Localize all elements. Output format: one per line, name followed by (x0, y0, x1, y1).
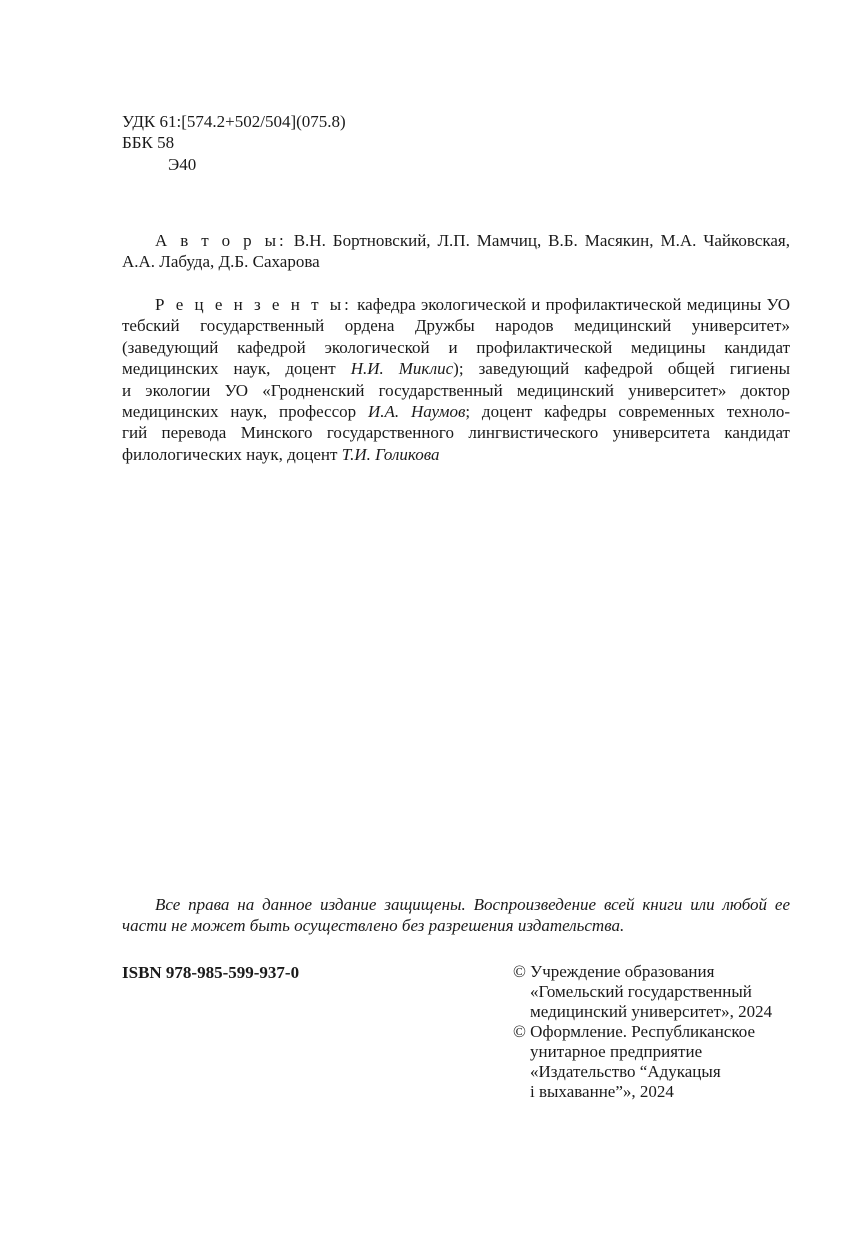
reviewers-label: Р е ц е н з е н т ы: (155, 295, 352, 314)
copyright-text: Учреждение образования (530, 962, 715, 981)
rights-line: части не может быть осуществлено без разрешения издательства. (122, 916, 625, 936)
copyright-icon: © (513, 962, 526, 981)
copyright-icon: © (513, 1022, 526, 1041)
reviewers-text: и экологии УО «Гродненский государственный медицинский университет» доктор (122, 380, 790, 400)
copyright-text: і выхаванне”», 2024 (530, 1082, 674, 1101)
isbn: ISBN 978-985-599-937-0 (122, 963, 300, 982)
rights-notice (122, 894, 790, 937)
authors-line: А.А. Лабуда, Д.Б. Сахарова (122, 252, 320, 272)
copyright-line (513, 1062, 803, 1082)
reviewers-line (122, 315, 790, 336)
copyright-line (513, 1022, 803, 1042)
reviewers-text: филологических наук, доцент (122, 444, 342, 464)
reviewer-name: И.А. Наумов (367, 401, 466, 421)
reviewers-line (122, 358, 790, 379)
authors-paragraph (122, 230, 790, 273)
reviewers-line (122, 422, 790, 443)
classification-codes (122, 111, 790, 175)
copyright-line (513, 1002, 803, 1022)
reviewer-name: Н.И. Миклис (350, 359, 454, 379)
reviewers-text: гий перевода Минского государственного лингвистического университета кандидат (122, 423, 790, 443)
reviewers-text: ); заведующий кафедрой общей гигиены (453, 359, 790, 379)
reviewers-text: медицинских наук, доцент (122, 359, 351, 379)
bbk-code: ББК 58 (122, 133, 175, 153)
reviewers-text: медицинских наук, профессор (122, 401, 368, 421)
reviewers-text: тебский государственный ордена Дружбы народов медицинский университет» (122, 316, 790, 336)
copyright-text: унитарное предприятие (530, 1042, 703, 1061)
copyright-line (513, 962, 803, 982)
reviewers-text: ; доцент кафедры современных техноло- (465, 401, 790, 421)
authors-line (122, 230, 790, 251)
reviewers-paragraph (122, 294, 790, 465)
reviewers-line (122, 380, 790, 401)
copyright-text: медицинский университет», 2024 (530, 1002, 773, 1021)
author-mark: Э40 (168, 154, 197, 174)
copyright-block (513, 962, 803, 1102)
reviewer-name: Т.И. Голикова (341, 444, 440, 464)
copyright-text: Оформление. Республиканское (530, 1022, 755, 1041)
reviewers-line (122, 337, 790, 358)
udk-code: УДК 61:[574.2+502/504](075.8) (122, 112, 346, 131)
rights-line: Все права на данное издание защищены. Воспроизведение всей книги или любой ее (155, 895, 790, 914)
authors-names: В.Н. Бортновский, Л.П. Мамчиц, В.Б. Масякин, М.А. Чайковская, (293, 231, 790, 250)
copyright-text: «Гомельский государственный (530, 982, 752, 1001)
reviewers-line (122, 444, 790, 465)
reviewers-text: кафедра экологической и профилактической медицины УО (357, 295, 790, 314)
authors-label: А в т о р ы: (155, 231, 287, 250)
reviewers-line (122, 401, 790, 422)
copyright-text: «Издательство “Адукацыя (530, 1062, 721, 1081)
reviewers-text: (заведующий кафедрой экологической и профилактической медицины кандидат (122, 337, 790, 357)
copyright-line (513, 1082, 803, 1102)
copyright-line (513, 1042, 803, 1062)
copyright-line (513, 982, 803, 1002)
reviewers-line (122, 294, 790, 315)
